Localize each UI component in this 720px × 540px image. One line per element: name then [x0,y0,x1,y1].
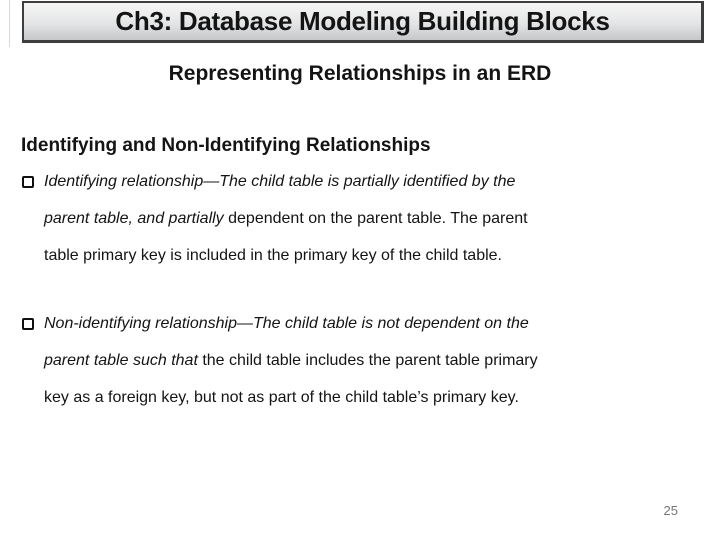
bullet-text [44,305,698,416]
regular-text-segment: dependent on the parent table. The parent [228,210,528,227]
slide-title-bar [22,1,704,43]
hollow-square-bullet-icon [22,318,34,330]
page-number: 25 [663,503,678,518]
bullet-text-line [44,237,698,274]
slide-title: Ch3: Database Modeling Building Blocks [115,6,610,36]
italic-text-segment: Identifying relationship—The child table is partially identified by the [44,173,516,190]
bullet-text-line [44,342,698,379]
italic-text-segment: Non-identifying relationship—The child table is not dependent on the [44,315,529,332]
bullet-text [44,163,698,274]
regular-text-segment: key as a foreign key, but not as part of the child table’s primary key. [44,389,519,406]
slide-subtitle: Representing Relationships in an ERD [168,62,552,85]
left-edge-decoration-line [9,0,10,47]
italic-text-segment: parent table, and partially [44,210,229,227]
bullet-item-identifying-relationship [22,163,698,274]
bullet-text-line [44,305,698,342]
bullet-text-line [44,200,698,237]
regular-text-segment: table primary key is included in the primary key of the child table. [44,247,502,264]
section-heading: Identifying and Non-Identifying Relationships [21,135,431,156]
bullet-text-line [44,379,698,416]
bullet-item-non-identifying-relationship [22,305,698,416]
italic-text-segment: parent table such that [44,352,203,369]
hollow-square-bullet-icon [22,176,34,188]
bullet-text-line [44,163,698,200]
regular-text-segment: the child table includes the parent table primary [202,352,538,369]
